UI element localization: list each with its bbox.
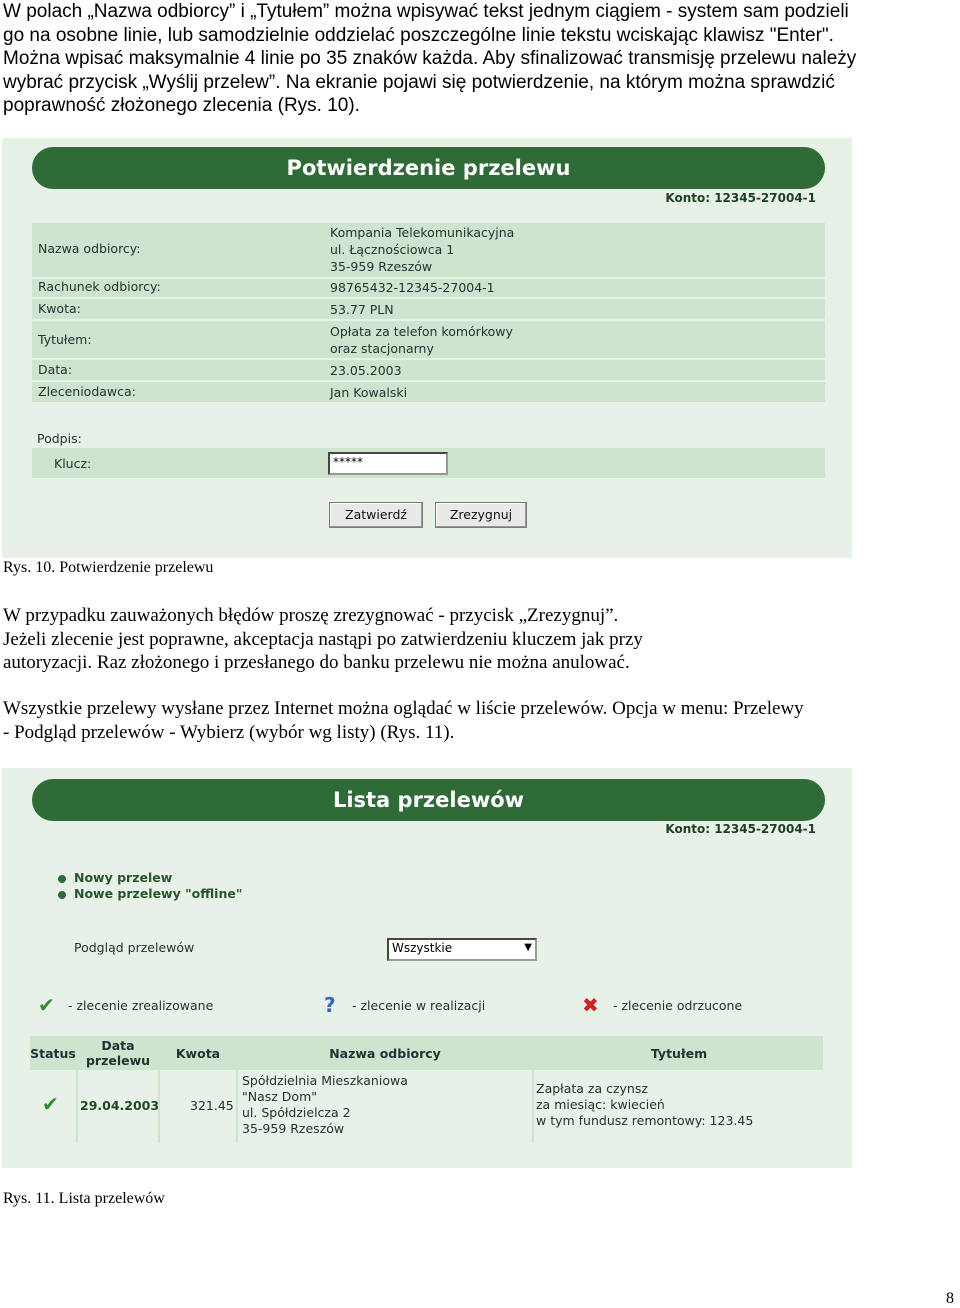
- amount-label: Kwota:: [38, 301, 81, 316]
- legend-completed: - zlecenie zrealizowane: [68, 998, 214, 1013]
- header-date: Data przelewu: [85, 1038, 151, 1068]
- bullet-icon: [58, 875, 66, 883]
- check-icon: ✔: [38, 993, 55, 1017]
- page-number: 8: [946, 1290, 954, 1307]
- key-row: [32, 448, 825, 478]
- figure-11-caption: Rys. 11. Lista przelewów: [3, 1190, 165, 1207]
- header-title: Tytułem: [650, 1046, 708, 1061]
- errors-paragraph: W przypadku zauważonych błędów proszę zrezygnować - przycisk „Zrezygnuj”. Jeżeli zlecenie jest poprawne, akceptacja nastąpi po zatwierdzeniu kluczem jak przy autoryzacji. Raz złożonego i przesłanego do banku przelewu nie można anulować.: [3, 605, 643, 673]
- filter-select-value: Wszystkie: [392, 941, 453, 955]
- row-amount: 321.45: [190, 1098, 234, 1113]
- table-row[interactable]: [30, 1070, 823, 1143]
- row-recipient: Spółdzielnia Mieszkaniowa "Nasz Dom" ul. Spółdzielcza 2 35-959 Rzeszów: [242, 1073, 408, 1136]
- list-account-number: Konto: 12345-27004-1: [665, 822, 816, 836]
- list-paragraph: Wszystkie przelewy wysłane przez Internet można oglądać w liście przelewów. Opcja w menu: Przelewy - Podgląd przelewów - Wybierz (wybór wg listy) (Rys. 11).: [3, 698, 804, 743]
- new-offline-transfers-link[interactable]: Nowe przelewy "offline": [74, 886, 243, 901]
- bullet-icon: [58, 891, 66, 899]
- reject-icon: ✖: [582, 993, 599, 1017]
- list-title: Lista przelewów: [32, 779, 825, 821]
- preview-label: Podgląd przelewów: [74, 940, 195, 955]
- confirm-title: Potwierdzenie przelewu: [32, 147, 825, 189]
- sender-value: Jan Kowalski: [330, 385, 408, 400]
- title-value: Opłata za telefon komórkowy oraz stacjonarny: [330, 324, 513, 356]
- confirm-details-table: [32, 223, 825, 402]
- status-check-icon: ✔: [42, 1092, 59, 1116]
- key-label: Klucz:: [54, 456, 92, 471]
- header-status: Status: [30, 1046, 76, 1061]
- confirm-account-number: Konto: 12345-27004-1: [665, 191, 816, 205]
- row-date: 29.04.2003: [80, 1098, 160, 1113]
- header-recipient: Nazwa odbiorcy: [329, 1046, 441, 1061]
- transfers-table: [30, 1036, 823, 1143]
- intro-line: W polach „Nazwa odbiorcy” i „Tytułem” można wpisywać tekst jednym ciągiem - system sam podzieli: [3, 1, 849, 22]
- amount-value: 53.77 PLN: [330, 302, 394, 317]
- intro-line: wybrać przycisk „Wyślij przelew”. Na ekranie pojawi się potwierdzenie, na którym można sprawdzić: [3, 71, 835, 93]
- recipient-account-label: Rachunek odbiorcy:: [38, 279, 161, 294]
- header-amount: Kwota: [175, 1046, 221, 1061]
- figure-10-caption: Rys. 10. Potwierdzenie przelewu: [3, 559, 214, 576]
- filter-select[interactable]: [387, 938, 537, 961]
- title-label: Tytułem:: [38, 332, 92, 347]
- intro-line: go na osobne linie, lub samodzielnie oddzielać poszczególne linie tekstu wciskając klawisz "Enter".: [3, 24, 834, 46]
- transfer-list-screenshot: [2, 768, 852, 1168]
- new-transfer-link[interactable]: Nowy przelew: [74, 870, 173, 885]
- sender-label: Zleceniodawca:: [38, 384, 136, 399]
- row-title: Zapłata za czynsz za miesiąc: kwiecień w tym fundusz remontowy: 123.45: [536, 1081, 754, 1128]
- legend-in-progress: - zlecenie w realizacji: [352, 998, 486, 1013]
- intro-line: Można wpisać maksymalnie 4 linie po 35 znaków każda. Aby sfinalizować transmisję przelewu należy: [3, 48, 857, 69]
- key-input[interactable]: *****: [328, 452, 448, 475]
- cancel-button[interactable]: Zrezygnuj: [435, 502, 527, 528]
- signature-label: Podpis:: [37, 431, 82, 446]
- confirm-button[interactable]: Zatwierdź: [329, 502, 423, 528]
- intro-paragraph: [3, 0, 958, 118]
- recipient-name-label: Nazwa odbiorcy:: [38, 241, 141, 256]
- confirm-transfer-screenshot: [2, 138, 852, 558]
- date-value: 23.05.2003: [330, 363, 402, 378]
- date-label: Data:: [38, 362, 73, 377]
- intro-line: poprawność złożonego zlecenia (Rys. 10).: [3, 95, 360, 116]
- recipient-account-value: 98765432-12345-27004-1: [330, 280, 495, 295]
- legend-rejected: - zlecenie odrzucone: [613, 998, 743, 1013]
- recipient-name-value: Kompania Telekomunikacyjna ul. Łącznościowca 1 35-959 Rzeszów: [330, 225, 515, 274]
- question-icon: ?: [324, 993, 336, 1017]
- chevron-down-icon: ▼: [524, 942, 532, 953]
